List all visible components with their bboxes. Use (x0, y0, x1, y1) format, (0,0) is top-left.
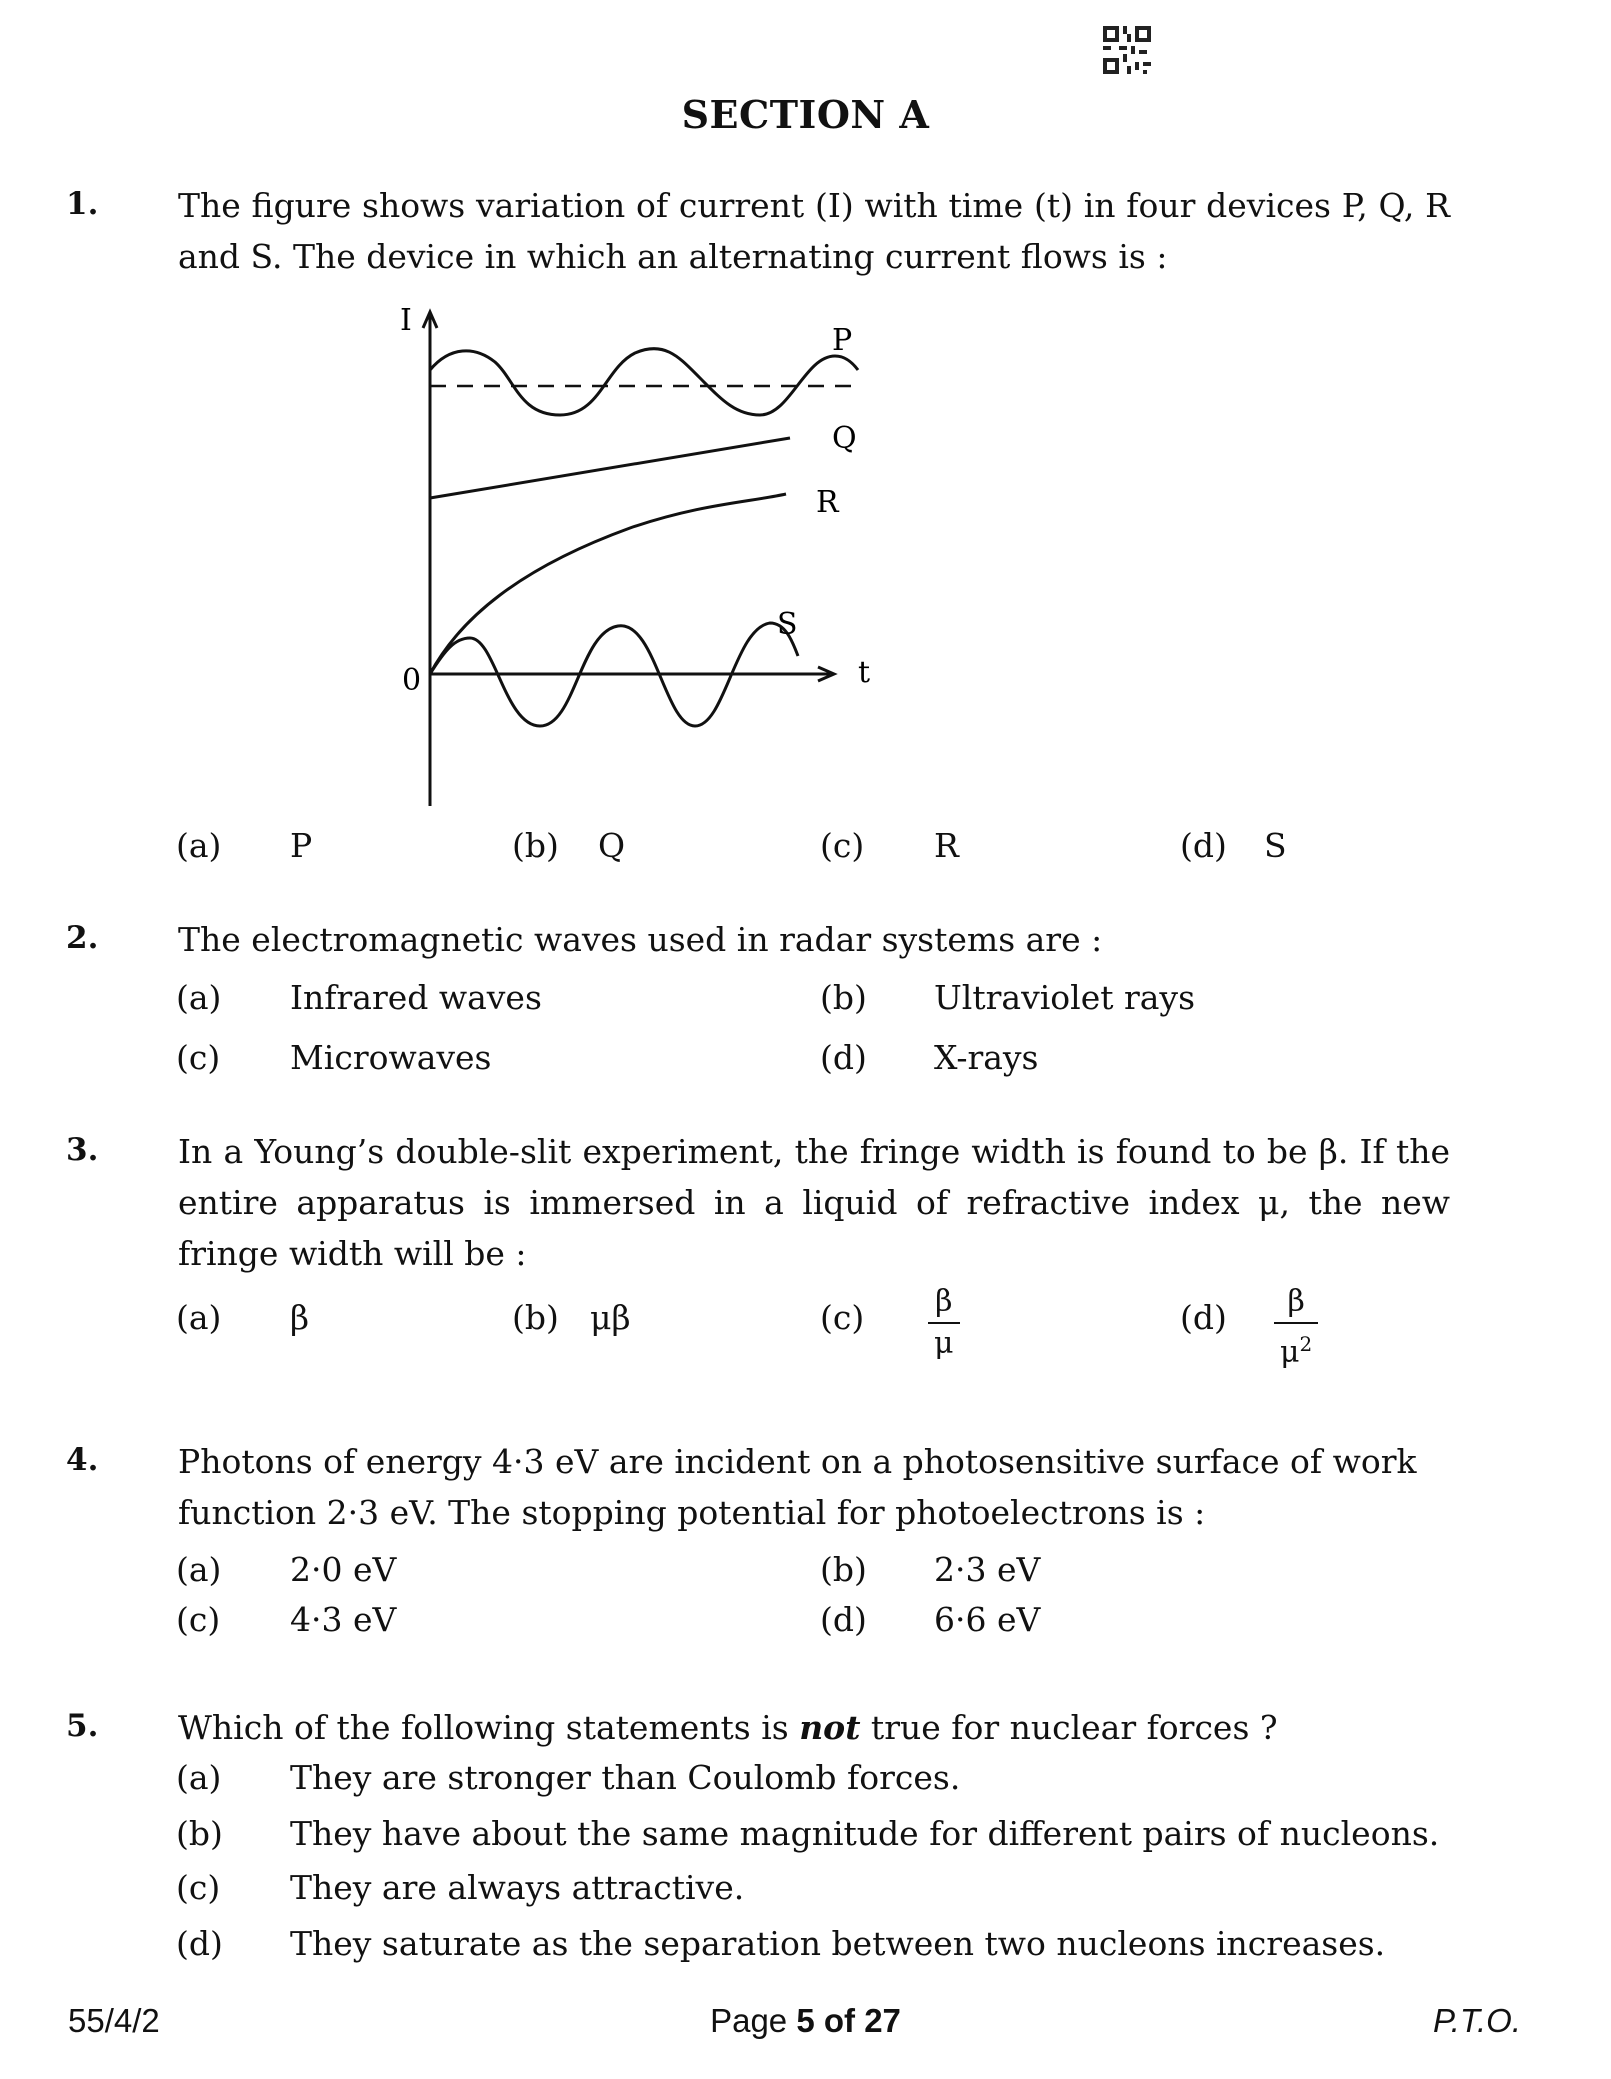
section-title: SECTION A (681, 92, 930, 137)
option-label: (d) (1180, 1298, 1227, 1337)
option-label: (b) (512, 1298, 559, 1337)
qr-code-icon (1103, 26, 1151, 74)
question-4-text: Photons of energy 4·3 eV are incident on a photosensitive surface of work function 2·3 eV. The stopping potential for photoelectrons is : (178, 1442, 1417, 1532)
curve-q (430, 438, 790, 498)
option-fraction (928, 1284, 960, 1362)
option-text: 4·3 eV (290, 1600, 397, 1639)
option-text: β (290, 1298, 310, 1337)
option-label: (d) (176, 1924, 223, 1963)
question-1-options (176, 826, 1476, 870)
x-axis-label: t (858, 655, 871, 690)
option-text: R (934, 826, 959, 865)
question-3-number: 3. (66, 1132, 99, 1168)
page-number: Page 5 of 27 (710, 2002, 901, 2039)
option-text: 6·6 eV (934, 1600, 1041, 1639)
question-3-options (176, 1284, 1476, 1380)
option-text: Ultraviolet rays (934, 978, 1196, 1017)
option-text: Infrared waves (290, 978, 542, 1017)
question-2-text: The electromagnetic waves used in radar systems are : (178, 920, 1103, 959)
option-text: They are stronger than Coulomb forces. (290, 1758, 961, 1797)
option-text: 2·3 eV (934, 1550, 1041, 1589)
option-text: μβ (590, 1298, 631, 1337)
curve-r-label: R (816, 485, 839, 520)
question-2-number: 2. (66, 920, 99, 956)
option-text: They have about the same magnitude for different pairs of nucleons. (290, 1814, 1440, 1853)
option-label: (a) (176, 826, 222, 865)
option-label: (c) (820, 1298, 865, 1337)
option-label: (c) (176, 1038, 221, 1077)
origin-label: 0 (402, 663, 422, 698)
option-text: Q (598, 826, 626, 865)
fraction-denominator: μ (934, 1326, 954, 1361)
option-label: (a) (176, 1298, 222, 1337)
question-1-text: The figure shows variation of current (I) with time (t) in four devices P, Q, R and S. The device in which an alternating current flows is : (178, 186, 1450, 276)
fraction-exponent: 2 (1299, 1332, 1313, 1356)
question-2-options (176, 978, 1476, 1088)
question-3-text: In a Young’s double-slit experiment, the fringe width is found to be β. If the entire apparatus is immersed in a liquid of refractive index μ, the new fringe width will be : (178, 1132, 1450, 1273)
option-text: S (1264, 826, 1287, 865)
option-text: P (290, 826, 313, 865)
pto-label: P.T.O. (1432, 2002, 1521, 2039)
option-label: (b) (176, 1814, 223, 1853)
current-time-graph (380, 298, 900, 818)
option-text: 2·0 eV (290, 1550, 397, 1589)
option-text: They saturate as the separation between two nucleons increases. (290, 1924, 1386, 1963)
option-label: (c) (820, 826, 865, 865)
question-1-number: 1. (66, 186, 99, 222)
option-label: (c) (176, 1600, 221, 1639)
y-axis-label: I (400, 303, 412, 338)
question-5-options (176, 1758, 1476, 1978)
option-label: (a) (176, 1550, 222, 1589)
option-label: (d) (1180, 826, 1227, 865)
question-5-number: 5. (66, 1708, 99, 1744)
option-label: (d) (820, 1600, 867, 1639)
fraction-denominator: $\mu^2$ (1280, 1332, 1313, 1370)
option-label: (d) (820, 1038, 867, 1077)
option-label: (b) (512, 826, 559, 865)
fraction-numerator: β (928, 1284, 960, 1324)
curve-s-label: S (777, 607, 798, 642)
option-label: (b) (820, 978, 867, 1017)
fraction-numerator: β (1274, 1284, 1318, 1324)
question-4-number: 4. (66, 1442, 99, 1478)
emphasis-not: not (799, 1708, 861, 1747)
question-5-text: Which of the following statements is not true for nuclear forces ? (178, 1708, 1278, 1747)
option-label: (a) (176, 1758, 222, 1797)
option-label: (b) (820, 1550, 867, 1589)
option-label: (c) (176, 1868, 221, 1907)
option-text: They are always attractive. (290, 1868, 745, 1907)
curve-p (430, 349, 858, 415)
paper-code: 55/4/2 (68, 2002, 160, 2039)
option-label: (a) (176, 978, 222, 1017)
option-fraction (1274, 1284, 1318, 1371)
curve-p-label: P (832, 323, 853, 358)
question-4-options (176, 1550, 1476, 1660)
option-text: X-rays (934, 1038, 1039, 1077)
curve-q-label: Q (832, 421, 857, 456)
option-text: Microwaves (290, 1038, 492, 1077)
